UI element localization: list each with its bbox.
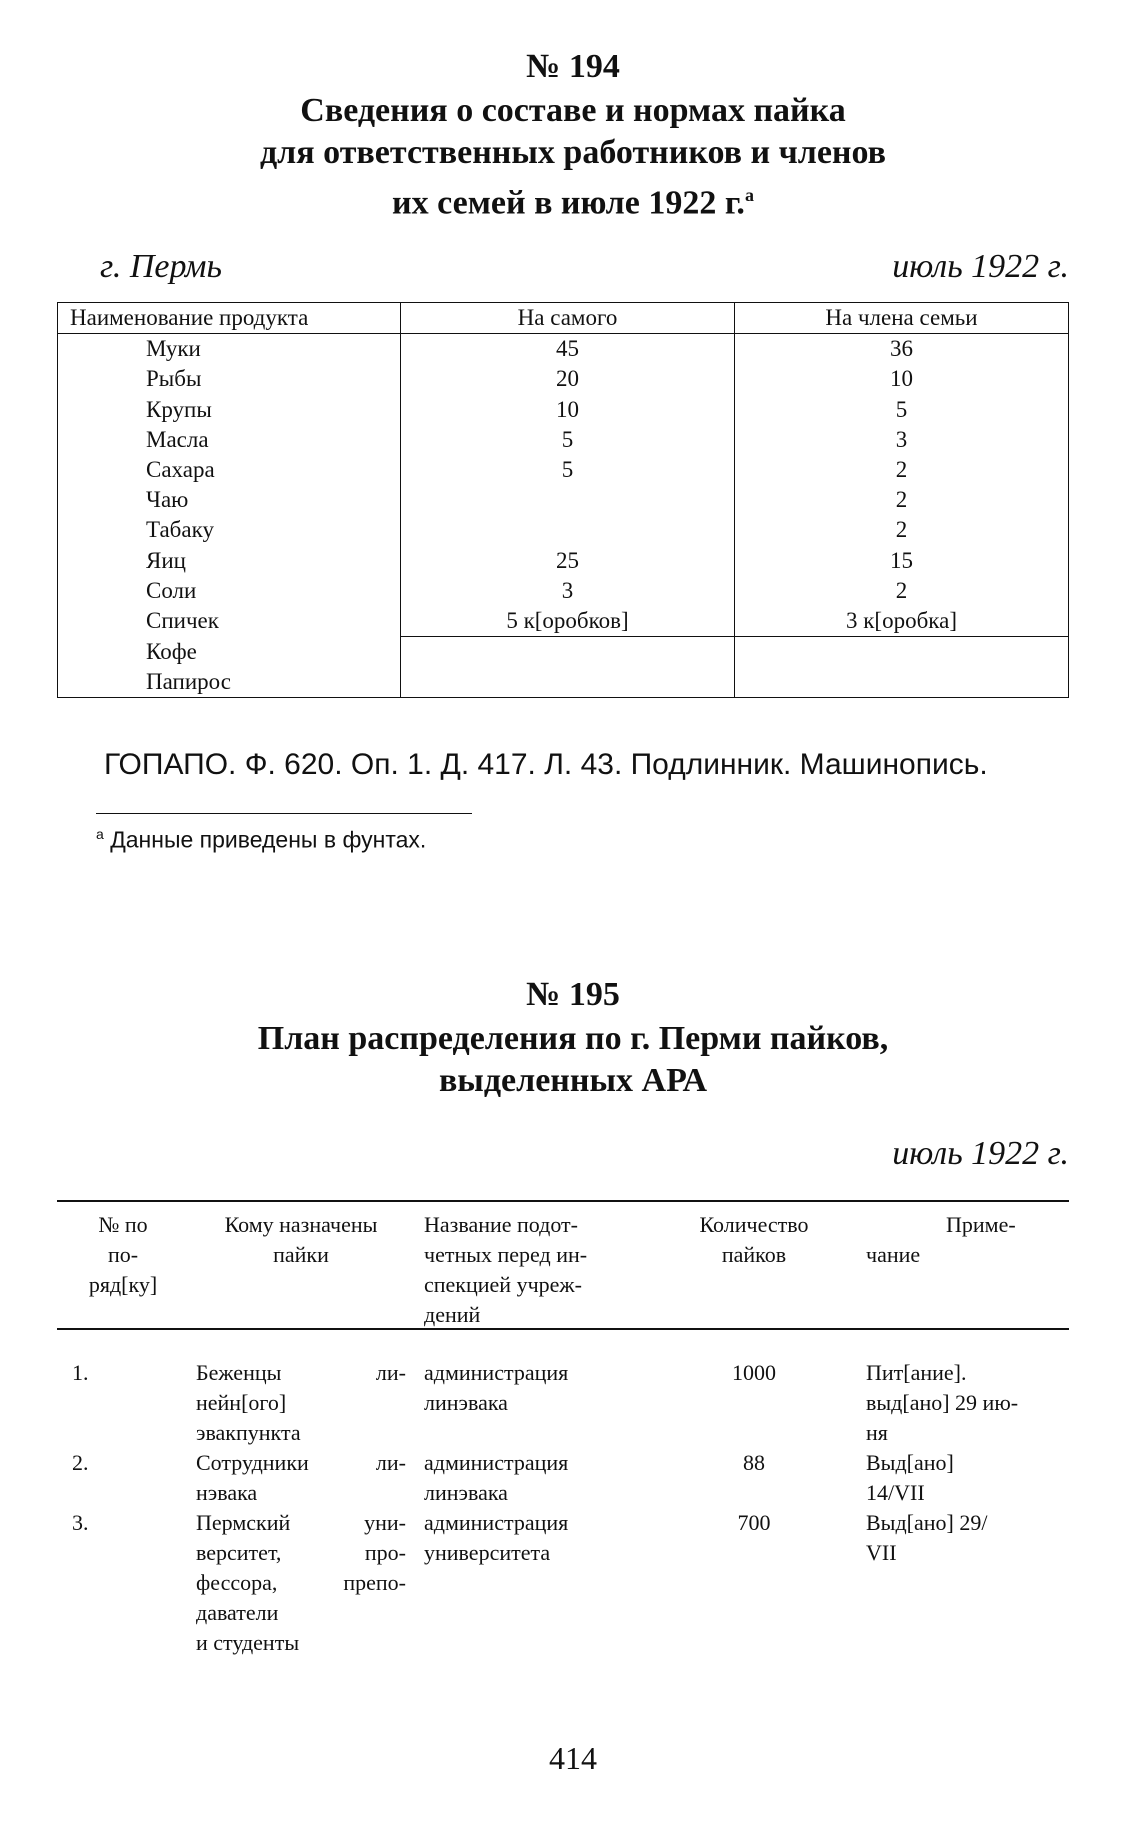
table-row	[58, 515, 1069, 545]
header-org-line: дений	[424, 1302, 481, 1327]
row-whom-line: даватели	[196, 1600, 279, 1625]
row-org-line: администрация	[424, 1450, 569, 1475]
row-org-line: линэвака	[424, 1390, 508, 1415]
row-note	[866, 1508, 987, 1568]
header-org-line: спекцией учреж-	[424, 1272, 582, 1297]
self-value	[401, 637, 735, 668]
row-org-line: администрация	[424, 1510, 569, 1535]
family-value: 2	[735, 455, 1069, 485]
header-number-line: ряд[ку]	[88, 1272, 158, 1297]
family-value: 2	[735, 576, 1069, 606]
product-name: Папирос	[58, 667, 401, 698]
family-value: 2	[735, 485, 1069, 515]
header-product: Наименование продукта	[58, 303, 401, 334]
table-row	[58, 546, 1069, 576]
doc195-title-line2: выделенных АРА	[438, 1062, 708, 1099]
row-note-line: Выд[ано] 29/	[866, 1510, 988, 1535]
self-value: 5	[401, 425, 735, 455]
row-whom-line: Сотрудники ли-	[196, 1450, 406, 1475]
table-row	[58, 606, 1069, 637]
ration-table	[57, 302, 1069, 698]
row-whom	[196, 1508, 406, 1658]
header-whom	[196, 1210, 406, 1270]
row-org-line: линэвака	[424, 1480, 508, 1505]
row-org	[424, 1358, 568, 1418]
row-org-line: администрация	[424, 1360, 569, 1385]
row-whom-line: нэвака	[196, 1480, 258, 1505]
row-org	[424, 1448, 568, 1508]
header-family: На члена семьи	[735, 303, 1069, 334]
product-name: Рыбы	[58, 364, 401, 394]
row-whom-line: эвакпункта	[196, 1420, 301, 1445]
row-whom-line: фессора, препо-	[196, 1570, 406, 1595]
row-qty: 1000	[732, 1360, 776, 1385]
row-note-line: выд[ано] 29 ию-	[866, 1390, 1019, 1415]
family-value: 3 к[оробка]	[735, 606, 1069, 637]
self-value	[401, 485, 735, 515]
header-bottom-rule	[57, 1328, 1069, 1330]
doc194-title-note: а	[744, 185, 754, 205]
row-whom	[196, 1358, 406, 1448]
table-top-rule	[57, 1200, 1069, 1202]
row-org	[424, 1508, 568, 1568]
family-value	[735, 637, 1069, 668]
product-name: Сахара	[58, 455, 401, 485]
product-name: Яиц	[58, 546, 401, 576]
row-qty: 88	[743, 1450, 765, 1475]
footnote-mark: а	[96, 826, 104, 842]
row-whom-line: верситет, про-	[196, 1540, 406, 1565]
page-number: 414	[549, 1740, 597, 1776]
family-value: 10	[735, 364, 1069, 394]
doc195-number: № 195	[526, 976, 620, 1013]
header-number-line: № по	[98, 1212, 148, 1237]
row-whom	[196, 1448, 406, 1508]
row-note-line: Выд[ано]	[866, 1450, 954, 1475]
header-org-line: Название подот-	[424, 1212, 578, 1237]
product-name: Масла	[58, 425, 401, 455]
header-whom-line: Кому назначены	[224, 1212, 378, 1237]
header-org-line: четных перед ин-	[424, 1242, 588, 1267]
row-note	[866, 1358, 1018, 1448]
table-row	[58, 425, 1069, 455]
self-value: 25	[401, 546, 735, 576]
row-whom-line: Пермский уни-	[196, 1510, 406, 1535]
self-value: 10	[401, 395, 735, 425]
family-value: 3	[735, 425, 1069, 455]
row-number: 3.	[72, 1510, 89, 1535]
header-number-line: по-	[107, 1242, 139, 1267]
doc195-date: июль 1922 г.	[892, 1135, 1069, 1172]
family-value: 2	[735, 515, 1069, 545]
row-number: 1.	[72, 1360, 89, 1385]
row-qty: 700	[737, 1510, 771, 1535]
table-row	[58, 334, 1069, 365]
product-name: Кофе	[58, 637, 401, 668]
header-org	[424, 1210, 644, 1330]
row-whom-line: и студенты	[196, 1630, 300, 1655]
ration-table-header	[58, 303, 1069, 334]
archive-source: ГОПАПО. Ф. 620. Оп. 1. Д. 417. Л. 43. Подлинник. Машинопись.	[104, 748, 988, 781]
doc194-place: г. Пермь	[100, 248, 222, 285]
header-qty	[664, 1210, 844, 1270]
doc194-number: № 194	[526, 48, 620, 85]
self-value: 45	[401, 334, 735, 365]
self-value: 20	[401, 364, 735, 394]
table-row	[58, 637, 1069, 668]
header-whom-line: пайки	[273, 1242, 329, 1267]
table-row	[58, 455, 1069, 485]
footnote-text: Данные приведены в фунтах.	[110, 826, 427, 853]
self-value: 3	[401, 576, 735, 606]
doc194-title-line3: их семей в июле 1922 г.$^а$	[392, 184, 754, 222]
family-value: 15	[735, 546, 1069, 576]
self-value	[401, 515, 735, 545]
row-note-line: Пит[ание].	[866, 1360, 967, 1385]
header-number	[68, 1210, 178, 1300]
row-whom-line: нейн[ого]	[196, 1390, 287, 1415]
header-note	[866, 1210, 1066, 1270]
self-value: 5	[401, 455, 735, 485]
product-name: Чаю	[58, 485, 401, 515]
product-name: Табаку	[58, 515, 401, 545]
family-value: 36	[735, 334, 1069, 365]
product-name: Крупы	[58, 395, 401, 425]
product-name: Соли	[58, 576, 401, 606]
table-row	[58, 576, 1069, 606]
table-row	[58, 395, 1069, 425]
doc194-date: июль 1922 г.	[892, 248, 1069, 285]
footnote-divider	[96, 813, 472, 814]
doc194-title-line1: Сведения о составе и нормах пайка	[300, 92, 846, 129]
table-row	[58, 667, 1069, 698]
doc194-title-line2: для ответственных работников и членов	[259, 134, 887, 171]
product-name: Спичек	[58, 606, 401, 637]
family-value: 5	[735, 395, 1069, 425]
row-note	[866, 1448, 954, 1508]
table-row	[58, 364, 1069, 394]
self-value: 5 к[оробков]	[401, 606, 735, 637]
header-note-line: Приме-	[946, 1212, 1016, 1237]
table-row	[58, 485, 1069, 515]
doc195-title-line1: План распределения по г. Перми пайков,	[257, 1020, 889, 1057]
row-note-line: 14/VII	[866, 1480, 925, 1505]
row-note-line: ня	[866, 1420, 888, 1445]
row-org-line: университета	[424, 1540, 551, 1565]
footnote	[96, 826, 426, 854]
self-value	[401, 667, 735, 698]
row-whom-line: Беженцы ли-	[196, 1360, 406, 1385]
header-note-line: чание	[866, 1242, 921, 1267]
row-note-line: VII	[866, 1540, 897, 1565]
header-qty-line: пайков	[721, 1242, 787, 1267]
row-number: 2.	[72, 1450, 89, 1475]
header-qty-line: Количество	[699, 1212, 809, 1237]
family-value	[735, 667, 1069, 698]
header-self: На самого	[401, 303, 735, 334]
product-name: Муки	[58, 334, 401, 365]
